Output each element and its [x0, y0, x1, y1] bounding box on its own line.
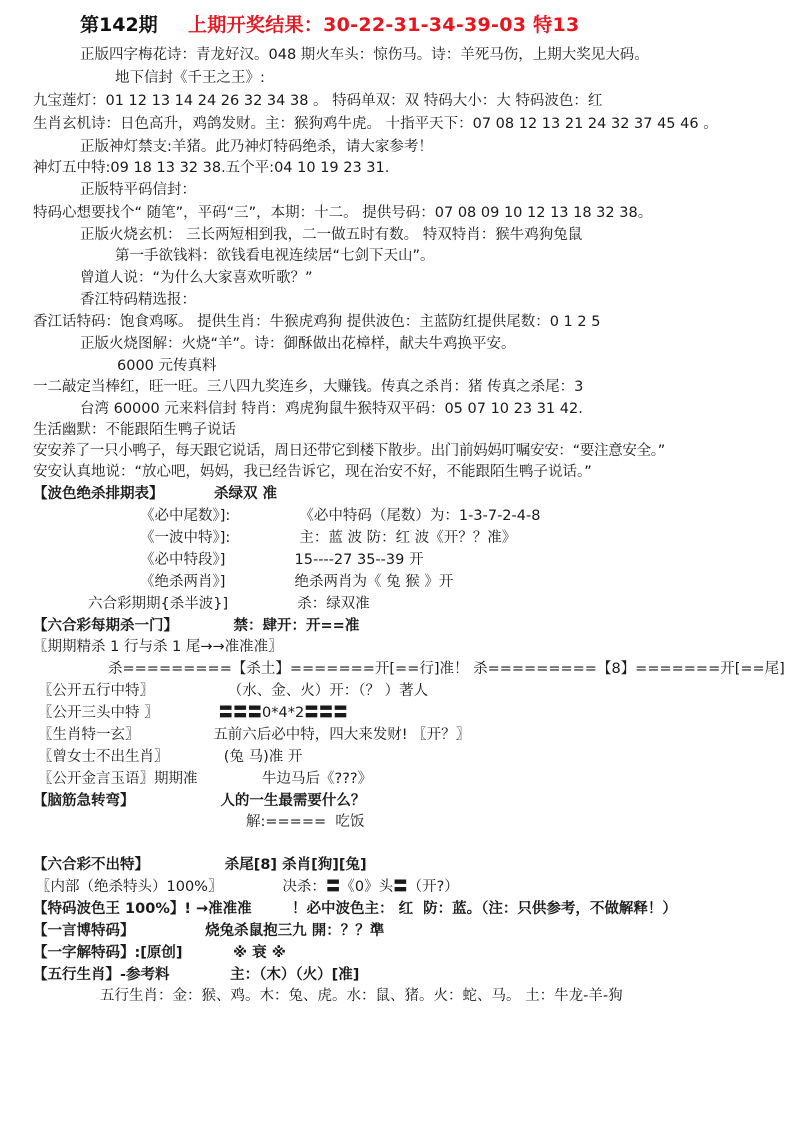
text-line: 曾道人说：“为什么大家喜欢听歌？” — [80, 270, 313, 286]
text-line: 6000 元传真料 — [117, 358, 217, 374]
text-line: 《必中尾数》]: 《必中特码（尾数）为：1-3-7-2-4-8 — [140, 508, 541, 524]
text-line: 正版火烧玄机： 三长两短相到我，二一做五时有数。 特双特肖：猴牛鸡狗兔鼠 — [80, 227, 583, 243]
text-line: 香江特码精选报： — [80, 292, 196, 308]
text-line: 正版火烧图解：火烧“羊”。诗：御酥做出花樟样，献夫牛鸡换平安。 — [80, 336, 516, 352]
text-line: 生活幽默：不能跟陌生鸭子说话 — [33, 422, 236, 438]
text-line: 正版神灯禁支:羊猪。此乃神灯特码绝杀，请大家参考！ — [80, 139, 433, 155]
section-line: 【脑筋急转弯】 人的一生最需要什么？ — [33, 793, 366, 809]
section-line: 【六合彩每期杀一门】 禁：肆开：开==准 — [33, 618, 360, 634]
section-line: 【五行生肖】-参考料 主：（木）（火）[准] — [33, 967, 360, 983]
text-line: 一二敲定当棒红，旺一旺。三八四九奖连乡，大赚钱。传真之杀肖：猪 传真之杀尾：3 — [33, 379, 584, 395]
text-line: 解:===== 吃饭 — [246, 814, 365, 830]
text-line: 〖公开三头中特 〗 〓〓〓0*4*2〓〓〓 — [38, 705, 348, 721]
text-line: 〖公开金言玉语〗期期准 牛边马后《???》 — [38, 771, 373, 787]
text-line: 〖内部（绝杀特头）100%〗 决杀：〓《0》头〓（开?） — [36, 879, 459, 895]
text-line: 九宝莲灯：01 12 13 14 24 26 32 34 38 。 特码单双：双 特码大小：大 特码波色：红 — [33, 93, 603, 109]
text-line: 〖公开五行中特〗 （水、金、火）开：（？ ）著人 — [38, 683, 429, 699]
text-line: 〖期期精杀 1 行与杀 1 尾→→准准准〗 — [33, 639, 283, 655]
text-line: 生肖玄机诗：日色高升，鸡鸽发财。主：猴狗鸡牛虎。 十指平天下：07 08 12 13 21 24 32 37 45 46 。 — [33, 116, 718, 132]
section-line: 【一字解特码】:[原创] ※ 衰 ※ — [33, 945, 286, 961]
section-line: 【波色绝杀排期表】 杀绿双 准 — [33, 486, 278, 502]
text-line: 正版四字梅花诗：青龙好汉。048 期火车头：惊伤马。诗：羊死马伤，上期大奖见大码。 — [80, 47, 649, 63]
text-line: 《一波中特》]: 主：蓝 波 防：红 波《开？？准》 — [140, 530, 517, 546]
text-line: 神灯五中特:09 18 13 32 38.五个平:04 10 19 23 31. — [33, 160, 390, 176]
section-line: 【一言博特码】 烧兔杀鼠抱三九 開：？？準 — [33, 923, 385, 939]
text-line: 安安养了一只小鸭子，每天跟它说话，周日还带它到楼下散步。出门前妈妈叮嘱安安：“要注意安全。” — [33, 443, 665, 459]
text-line: 安安认真地说：“放心吧，妈妈，我已经告诉它，现在治安不好，不能跟陌生鸭子说话。” — [33, 464, 592, 480]
text-line: 《绝杀两肖》] 绝杀两肖为《 兔 猴 》开 — [140, 574, 454, 590]
section-line: 【六合彩不出特】 杀尾[8] 杀肖[狗][兔] — [33, 857, 367, 873]
text-line: 地下信封《千王之王》: — [115, 70, 265, 86]
text-line: 五行生肖：金：猴、鸡。木：兔、虎。水：鼠、猪。火：蛇、马。 土：牛龙-羊-狗 — [100, 988, 623, 1004]
issue-number: 第142期 — [80, 14, 158, 36]
section-line: 【特码波色王 100%】! →准准准 ！必中波色主： 红 防：蓝。（注：只供参考，不做解释！） — [33, 901, 677, 917]
text-line: 特码心想要找个“ 随笔”，平码“三”，本期：十二。 提供号码：07 08 09 10 12 13 18 32 38。 — [33, 205, 653, 221]
text-line: 《必中特段》] 15----27 35--39 开 — [140, 552, 424, 568]
text-line: 正版特平码信封： — [80, 182, 196, 198]
text-line: 〖生肖特一玄〗 五前六后必中特，四大来发财! 〖开？〗 — [38, 727, 471, 743]
text-line: 六合彩期期{杀半波}] 杀：绿双准 — [88, 596, 370, 612]
text-line: 〖曾女士不出生肖〗 (兔 马)准 开 — [38, 749, 303, 765]
text-line: 第一手欲钱料：欲钱看电视连续居“七剑下天山”。 — [115, 248, 435, 264]
last-draw-result: 上期开奖结果：30-22-31-34-39-03 特13 — [188, 14, 580, 36]
text-line: 台湾 60000 元来料信封 特肖：鸡虎狗鼠牛猴特双平码：05 07 10 23 31 42. — [80, 401, 583, 417]
text-line: 香江话特码：饱食鸡啄。 提供生肖：牛猴虎鸡狗 提供波色：主蓝防红提供尾数：0 1 2 5 — [33, 314, 601, 330]
text-line: 杀=========【杀土】=======开[==行]准！ 杀=========【8】=======开[==尾] — [108, 661, 785, 677]
